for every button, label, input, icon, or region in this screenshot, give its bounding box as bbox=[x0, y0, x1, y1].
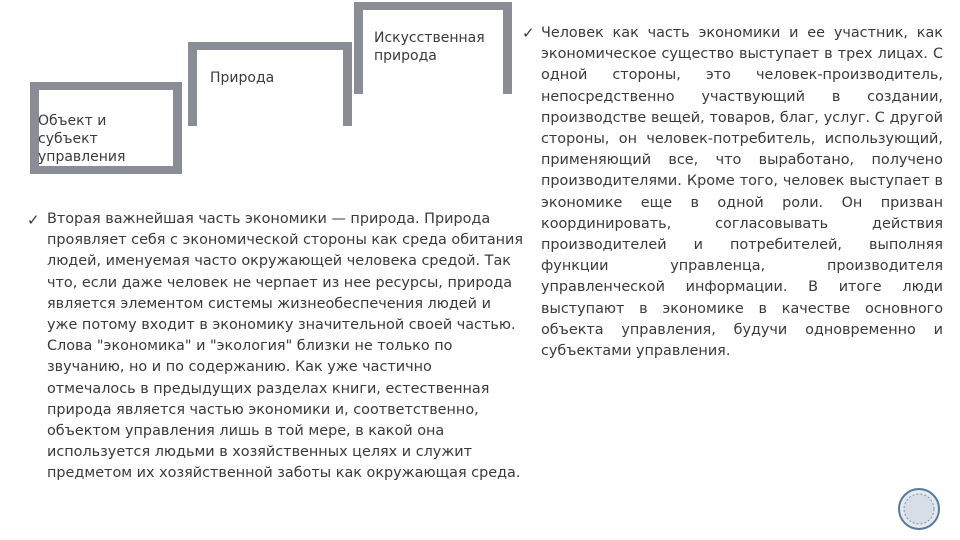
box-label-nature: Природа bbox=[210, 70, 275, 86]
bullet-check-icon: ✓ bbox=[522, 24, 535, 42]
paragraph-nature-text: Вторая важнейшая часть экономики — природа. Природа проявляет себя с экономической стороны как среда обитания людей, именуемая часто окружающей человека средой. Так что, если даже человек не черпает из нее ресурсы, природа является элементом системы жизнеобеспечения людей и уже потому входит в экономику значительной своей частью. Слова "экономика" и "экология" близки не только по звучанию, но и по содержанию. Как уже частично отмечалось в предыдущих разделах книги, естественная природа является частью экономики и, соответственно, объектом управления лишь в той мере, в какой она используется людьми в хозяйственных целях и служит предметом их хозяйственной заботы как окружающая среда. bbox=[47, 211, 524, 482]
step-box-object-subject bbox=[30, 82, 182, 174]
bullet-check-icon: ✓ bbox=[27, 211, 40, 229]
box-label-artificial-nature: Искусственная природа bbox=[374, 30, 485, 64]
step-box-nature bbox=[188, 42, 352, 126]
paragraph-human bbox=[541, 23, 943, 362]
paragraph-nature bbox=[47, 209, 525, 485]
step-box-artificial-nature bbox=[354, 2, 512, 94]
page-badge-icon bbox=[897, 487, 941, 531]
box-label-object-subject: Объект и субъект управления bbox=[38, 113, 126, 165]
paragraph-human-text: Человек как часть экономики и ее участник, как экономическое существо выступает в трех лицах. С одной стороны, это человек-производитель, непосредственно участвующий в создании, производстве вещей, товаров, благ, услуг. С другой стороны, он человек-потребитель, использующий, применяющий все, что выработано, получено производителями. Кроме того, человек выступает в экономике еще в одной роли. Он призван координировать, согласовывать действия производителей и потребителей, выполняя функции управленца, производителя управленческой информации. В итоге люди выступают в экономике в качестве основного объекта управления, будучи одновременно и субъектами управления. bbox=[541, 25, 943, 360]
